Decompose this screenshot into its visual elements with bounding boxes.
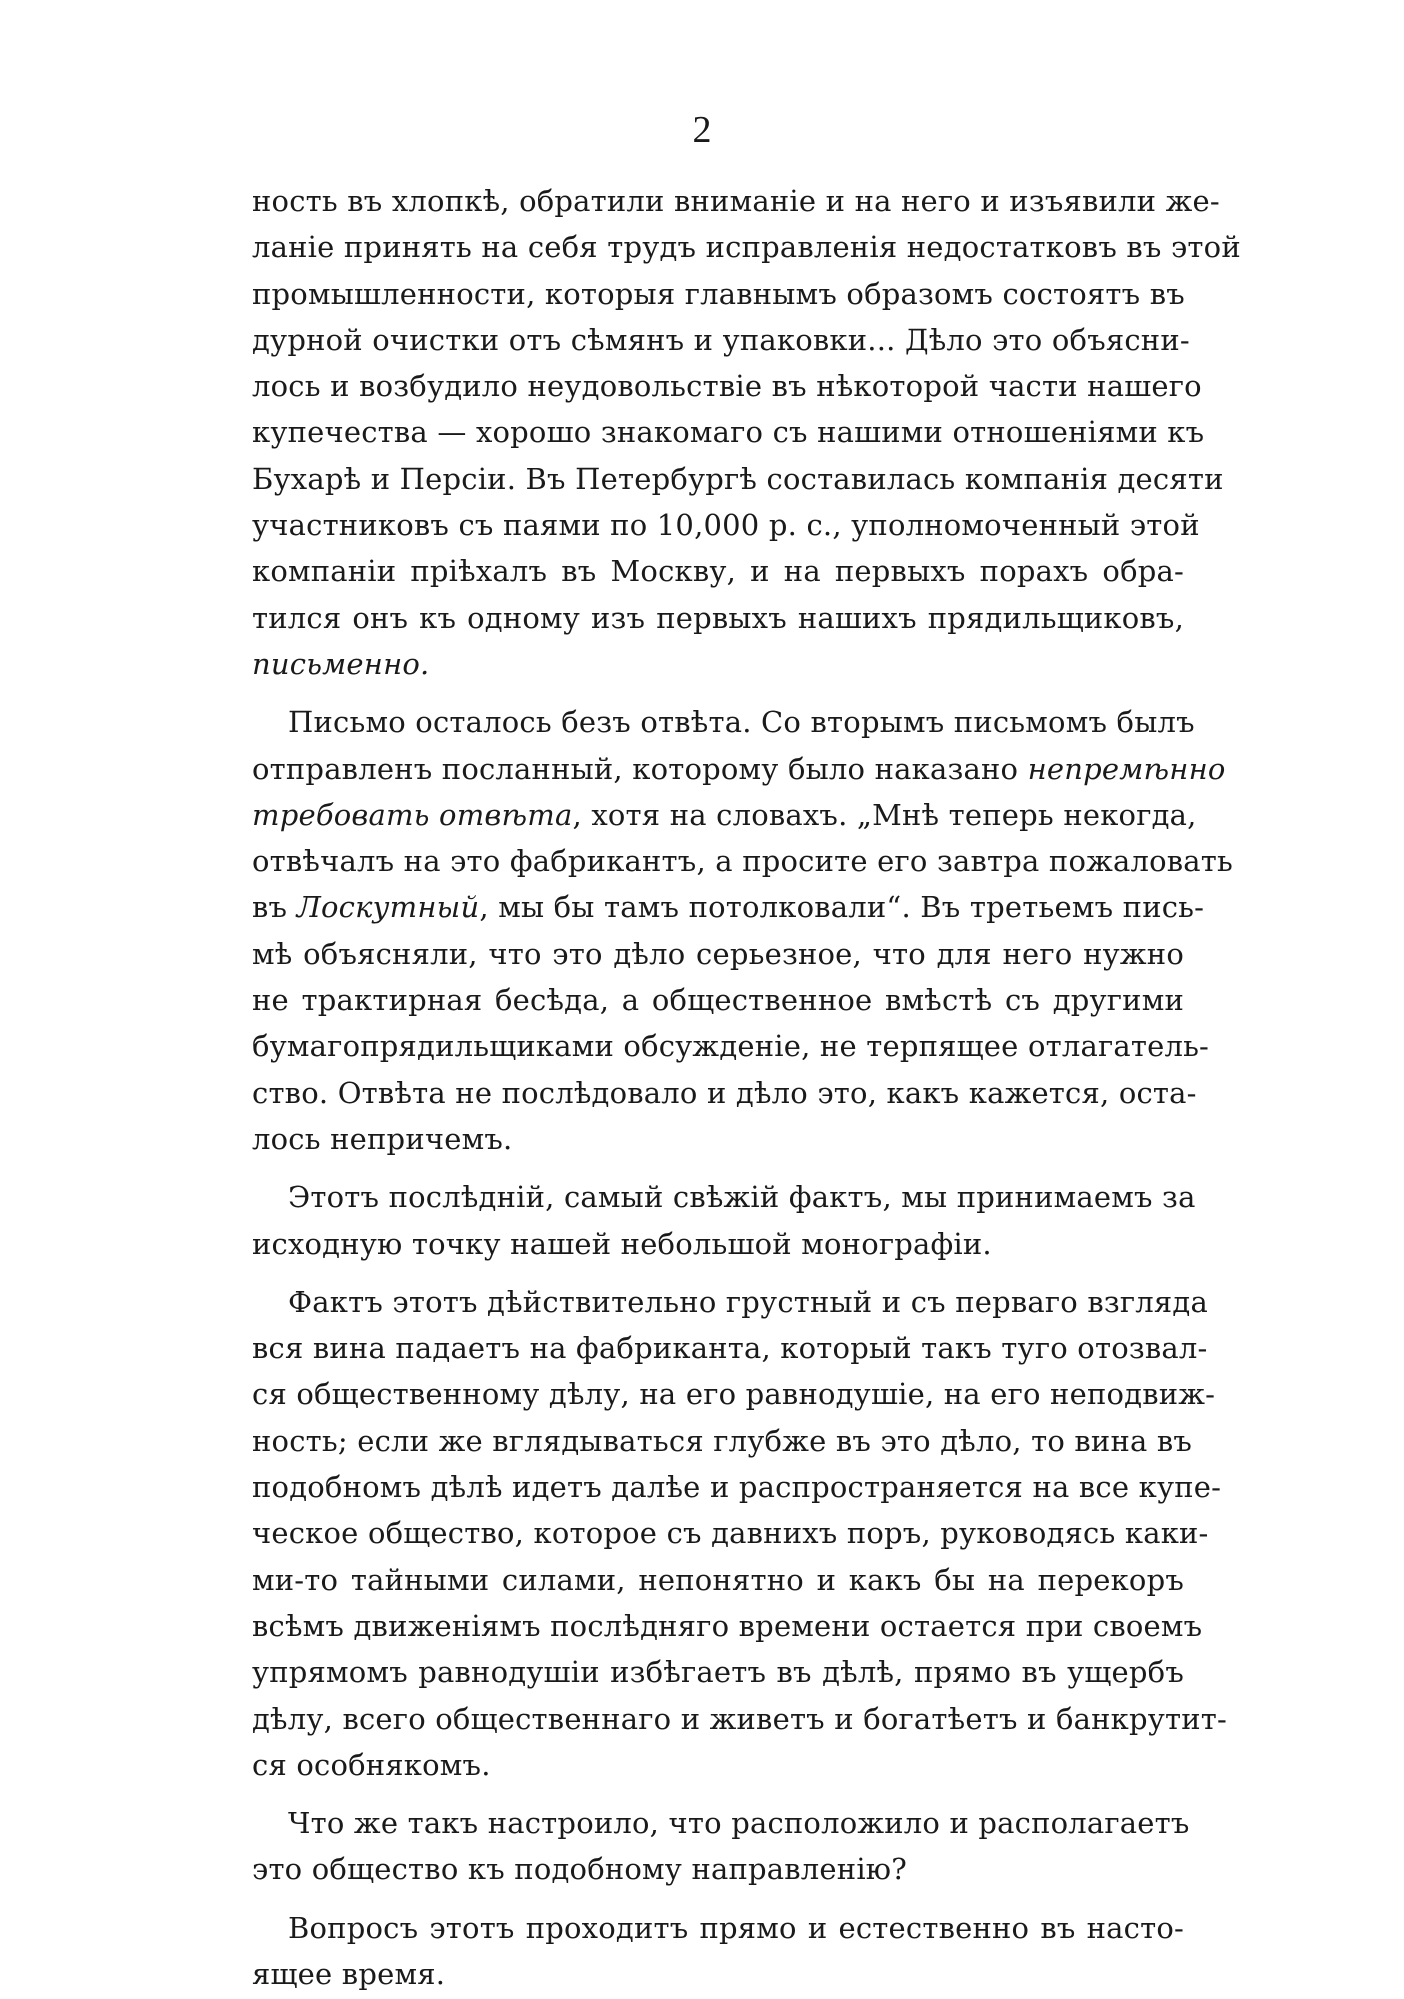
text-line: компаніи пріѣхалъ въ Москву, и на первыхъ порахъ обра- [252, 554, 1184, 589]
italic-word: письменно. [252, 646, 430, 681]
text-line: Письмо осталось безъ отвѣта. Со вторымъ письмомъ былъ [288, 705, 1195, 740]
text-line: вся вина падаетъ на фабриканта, который такъ туго отозвал- [252, 1331, 1208, 1366]
text-line: лось и возбудило неудовольствіе въ нѣкоторой части нашего [252, 369, 1202, 404]
text-line: не трактирная бесѣда, а общественное вмѣстѣ съ другими [252, 983, 1184, 1018]
text-line: ся общественному дѣлу, на его равнодушіе, на его неподвиж- [252, 1377, 1216, 1412]
italic-word: непремѣнно [1027, 751, 1226, 786]
text-line: промышленности, которыя главнымъ образомъ состоятъ въ [252, 276, 1185, 311]
text-line: Что же такъ настроило, что расположило и располагаетъ [288, 1806, 1190, 1841]
text-line: тился онъ къ одному изъ первыхъ нашихъ прядильщиковъ, [252, 600, 1184, 635]
text-line: бумагопрядильщиками обсужденіе, не терпящее отлагатель- [252, 1029, 1210, 1064]
text-line: купечества — хорошо знакомаго съ нашими отношеніями къ [252, 415, 1205, 450]
text-line: это общество къ подобному направленію? [252, 1852, 907, 1887]
text-line: ящее время. [252, 1956, 446, 1991]
text-line: дурной очистки отъ сѣмянъ и упаковки... Дѣло это объясни- [252, 322, 1190, 357]
text-line: Фактъ этотъ дѣйствительно грустный и съ перваго взгляда [288, 1284, 1208, 1319]
text-line: лось непричемъ. [252, 1121, 513, 1156]
text-line: отправленъ посланный, которому было наказано непремѣнно [252, 751, 1226, 786]
text-line: ми-то тайными силами, непонятно и какъ бы на перекоръ [252, 1562, 1184, 1597]
text-line: Этотъ послѣдній, самый свѣжій фактъ, мы принимаемъ за [288, 1180, 1196, 1215]
text-line: подобномъ дѣлѣ идетъ далѣе и распространяется на все купе- [252, 1470, 1222, 1505]
text-line [252, 641, 1184, 687]
text-line: ся особнякомъ. [252, 1747, 491, 1782]
text-line: ство. Отвѣта не послѣдовало и дѣло это, какъ кажется, оста- [252, 1075, 1197, 1110]
text-line: всѣмъ движеніямъ послѣдняго времени остается при своемъ [252, 1608, 1203, 1643]
text-line: требовать отвѣта, хотя на словахъ. „Мнѣ теперь некогда, [252, 797, 1197, 832]
text-line: отвѣчалъ на это фабрикантъ, а просите его завтра пожаловать [252, 844, 1234, 879]
page-number: 2 [692, 109, 712, 151]
text-line: Вопросъ этотъ проходитъ прямо и естественно въ насто- [288, 1910, 1184, 1945]
italic-word: требовать отвѣта [252, 797, 573, 832]
text-line: упрямомъ равнодушіи избѣгаетъ въ дѣлѣ, прямо въ ущербъ [252, 1655, 1184, 1690]
text-line: Бухарѣ и Персіи. Въ Петербургѣ составилась компанія десяти [252, 461, 1224, 496]
text-line: участниковъ съ паями по 10,000 р. с., уполномоченный этой [252, 508, 1200, 543]
italic-word: Лоскутный [296, 890, 480, 925]
text-line: ческое общество, которое съ давнихъ поръ, руководясь каки- [252, 1516, 1209, 1551]
body-text [252, 178, 1241, 1997]
text-line: исходную точку нашей небольшой монографіи. [252, 1226, 992, 1261]
text-line: мѣ объясняли, что это дѣло серьезное, что для него нужно [252, 936, 1184, 971]
text-line: въ Лоскутный, мы бы тамъ потолковали“. Въ третьемъ пись- [252, 890, 1205, 925]
text-line: ланіе принять на себя трудъ исправленія недостатковъ въ этой [252, 230, 1241, 265]
text-line: ность въ хлопкѣ, обратили вниманіе и на него и изъявили же- [252, 184, 1220, 218]
text-line: дѣлу, всего общественнаго и живетъ и богатѣетъ и банкрутит- [252, 1701, 1228, 1736]
text-line: ность; если же вглядываться глубже въ это дѣло, то вина въ [252, 1423, 1193, 1458]
